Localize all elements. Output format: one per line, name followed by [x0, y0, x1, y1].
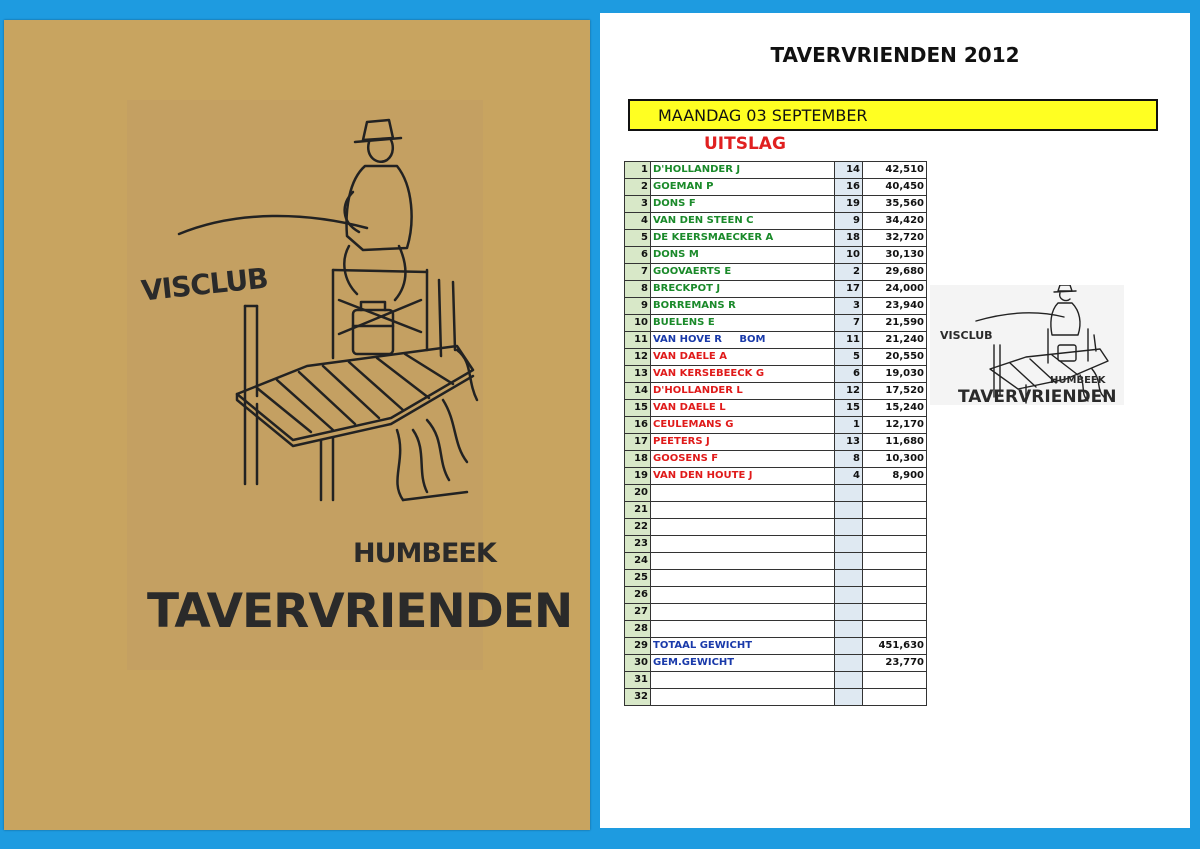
table-row	[625, 247, 927, 264]
catch-weight: 35,560	[863, 196, 927, 213]
table-row	[625, 332, 927, 349]
row-number: 18	[625, 451, 651, 468]
row-number: 5	[625, 230, 651, 247]
catch-weight	[863, 672, 927, 689]
table-row	[625, 570, 927, 587]
angler-name: VAN HOVE R BOM	[651, 332, 835, 349]
cover-humbeek-text: HUMBEEK	[353, 538, 496, 569]
angler-name: GOOVAERTS E	[651, 264, 835, 281]
peg-number: 2	[835, 264, 863, 281]
catch-weight: 21,240	[863, 332, 927, 349]
angler-name: BRECKPOT J	[651, 281, 835, 298]
angler-name	[651, 689, 835, 706]
table-row	[625, 213, 927, 230]
peg-number: 3	[835, 298, 863, 315]
peg-number: 11	[835, 332, 863, 349]
row-number: 27	[625, 604, 651, 621]
table-row	[625, 553, 927, 570]
peg-number: 10	[835, 247, 863, 264]
catch-weight	[863, 485, 927, 502]
angler-name: GOEMAN P	[651, 179, 835, 196]
table-row	[625, 230, 927, 247]
peg-number: 13	[835, 434, 863, 451]
angler-name: VAN DEN STEEN C	[651, 213, 835, 230]
peg-number	[835, 485, 863, 502]
peg-number: 8	[835, 451, 863, 468]
angler-name: CEULEMANS G	[651, 417, 835, 434]
row-number: 14	[625, 383, 651, 400]
angler-name: DONS M	[651, 247, 835, 264]
row-number: 10	[625, 315, 651, 332]
peg-number: 14	[835, 162, 863, 179]
table-row	[625, 485, 927, 502]
catch-weight: 15,240	[863, 400, 927, 417]
angler-name: BORREMANS R	[651, 298, 835, 315]
catch-weight	[863, 689, 927, 706]
peg-number	[835, 638, 863, 655]
row-number: 6	[625, 247, 651, 264]
angler-name	[651, 672, 835, 689]
angler-name: D'HOLLANDER L	[651, 383, 835, 400]
angler-name	[651, 536, 835, 553]
row-number: 16	[625, 417, 651, 434]
table-row	[625, 689, 927, 706]
angler-name	[651, 570, 835, 587]
table-row	[625, 315, 927, 332]
peg-number	[835, 553, 863, 570]
peg-number	[835, 536, 863, 553]
table-row	[625, 417, 927, 434]
row-number: 26	[625, 587, 651, 604]
catch-weight: 17,520	[863, 383, 927, 400]
row-number: 3	[625, 196, 651, 213]
row-number: 31	[625, 672, 651, 689]
row-number: 21	[625, 502, 651, 519]
table-row	[625, 604, 927, 621]
catch-weight: 451,630	[863, 638, 927, 655]
table-row	[625, 468, 927, 485]
row-number: 13	[625, 366, 651, 383]
row-number: 8	[625, 281, 651, 298]
catch-weight	[863, 502, 927, 519]
row-number: 15	[625, 400, 651, 417]
row-number: 11	[625, 332, 651, 349]
cover-tavervrienden-text: TAVERVRIENDEN	[147, 584, 573, 639]
peg-number: 17	[835, 281, 863, 298]
date-banner: MAANDAG 03 SEPTEMBER	[628, 99, 1158, 131]
row-number: 7	[625, 264, 651, 281]
row-number: 2	[625, 179, 651, 196]
catch-weight: 19,030	[863, 366, 927, 383]
peg-number: 12	[835, 383, 863, 400]
row-number: 9	[625, 298, 651, 315]
peg-number: 1	[835, 417, 863, 434]
small-tavervrienden-text: TAVERVRIENDEN	[958, 387, 1117, 407]
table-row	[625, 281, 927, 298]
angler-name: D'HOLLANDER J	[651, 162, 835, 179]
peg-number: 9	[835, 213, 863, 230]
angler-name: DE KEERSMAECKER A	[651, 230, 835, 247]
row-number: 30	[625, 655, 651, 672]
catch-weight	[863, 604, 927, 621]
table-row	[625, 587, 927, 604]
peg-number: 15	[835, 400, 863, 417]
catch-weight	[863, 553, 927, 570]
peg-number	[835, 587, 863, 604]
results-sheet	[600, 13, 1190, 828]
angler-name: GEM.GEWICHT	[651, 655, 835, 672]
angler-name	[651, 553, 835, 570]
table-row	[625, 519, 927, 536]
catch-weight	[863, 587, 927, 604]
table-row	[625, 179, 927, 196]
table-row	[625, 502, 927, 519]
cover-logo	[127, 100, 573, 670]
table-row	[625, 621, 927, 638]
catch-weight: 11,680	[863, 434, 927, 451]
angler-name	[651, 621, 835, 638]
row-number: 29	[625, 638, 651, 655]
peg-number: 18	[835, 230, 863, 247]
peg-number: 5	[835, 349, 863, 366]
catch-weight: 32,720	[863, 230, 927, 247]
peg-number	[835, 604, 863, 621]
table-row	[625, 298, 927, 315]
angler-name: VAN DAELE L	[651, 400, 835, 417]
catch-weight: 42,510	[863, 162, 927, 179]
cover-page	[4, 20, 590, 830]
table-row	[625, 536, 927, 553]
row-number: 28	[625, 621, 651, 638]
catch-weight	[863, 519, 927, 536]
catch-weight: 29,680	[863, 264, 927, 281]
catch-weight	[863, 570, 927, 587]
table-row	[625, 196, 927, 213]
catch-weight: 23,940	[863, 298, 927, 315]
table-row	[625, 366, 927, 383]
peg-number	[835, 570, 863, 587]
peg-number	[835, 519, 863, 536]
table-row	[625, 400, 927, 417]
table-row	[625, 383, 927, 400]
catch-weight: 10,300	[863, 451, 927, 468]
sheet-title: TAVERVRIENDEN 2012	[770, 43, 1020, 67]
angler-name	[651, 587, 835, 604]
peg-number	[835, 621, 863, 638]
peg-number: 6	[835, 366, 863, 383]
peg-number: 4	[835, 468, 863, 485]
catch-weight: 8,900	[863, 468, 927, 485]
catch-weight: 12,170	[863, 417, 927, 434]
angler-name: BUELENS E	[651, 315, 835, 332]
catch-weight: 30,130	[863, 247, 927, 264]
table-row	[625, 451, 927, 468]
angler-name	[651, 485, 835, 502]
row-number: 19	[625, 468, 651, 485]
row-number: 4	[625, 213, 651, 230]
angler-name: PEETERS J	[651, 434, 835, 451]
table-row	[625, 264, 927, 281]
fisherman-illustration	[127, 100, 483, 540]
angler-name	[651, 604, 835, 621]
angler-name: GOOSENS F	[651, 451, 835, 468]
small-humbeek-text: HUMBEEK	[1050, 375, 1106, 386]
row-number: 22	[625, 519, 651, 536]
table-row	[625, 655, 927, 672]
table-row	[625, 434, 927, 451]
peg-number	[835, 502, 863, 519]
row-number: 17	[625, 434, 651, 451]
peg-number	[835, 655, 863, 672]
row-number: 1	[625, 162, 651, 179]
table-row	[625, 672, 927, 689]
catch-weight	[863, 621, 927, 638]
row-number: 20	[625, 485, 651, 502]
catch-weight: 24,000	[863, 281, 927, 298]
row-number: 32	[625, 689, 651, 706]
angler-name: VAN DAELE A	[651, 349, 835, 366]
row-number: 25	[625, 570, 651, 587]
small-logo	[930, 285, 1124, 405]
peg-number: 19	[835, 196, 863, 213]
angler-name: VAN DEN HOUTE J	[651, 468, 835, 485]
angler-name: VAN KERSEBEECK G	[651, 366, 835, 383]
angler-name: DONS F	[651, 196, 835, 213]
catch-weight: 21,590	[863, 315, 927, 332]
peg-number	[835, 672, 863, 689]
catch-weight	[863, 536, 927, 553]
catch-weight: 20,550	[863, 349, 927, 366]
table-row	[625, 349, 927, 366]
peg-number: 7	[835, 315, 863, 332]
table-row	[625, 638, 927, 655]
row-number: 24	[625, 553, 651, 570]
catch-weight: 34,420	[863, 213, 927, 230]
catch-weight: 40,450	[863, 179, 927, 196]
angler-name	[651, 502, 835, 519]
cover-visclub-text: VISCLUB	[139, 261, 270, 308]
small-visclub-text: VISCLUB	[940, 329, 993, 342]
results-table	[624, 161, 927, 706]
row-number: 23	[625, 536, 651, 553]
uitslag-heading: UITSLAG	[704, 134, 786, 154]
table-row	[625, 162, 927, 179]
angler-name	[651, 519, 835, 536]
catch-weight: 23,770	[863, 655, 927, 672]
peg-number	[835, 689, 863, 706]
row-number: 12	[625, 349, 651, 366]
peg-number: 16	[835, 179, 863, 196]
angler-name: TOTAAL GEWICHT	[651, 638, 835, 655]
